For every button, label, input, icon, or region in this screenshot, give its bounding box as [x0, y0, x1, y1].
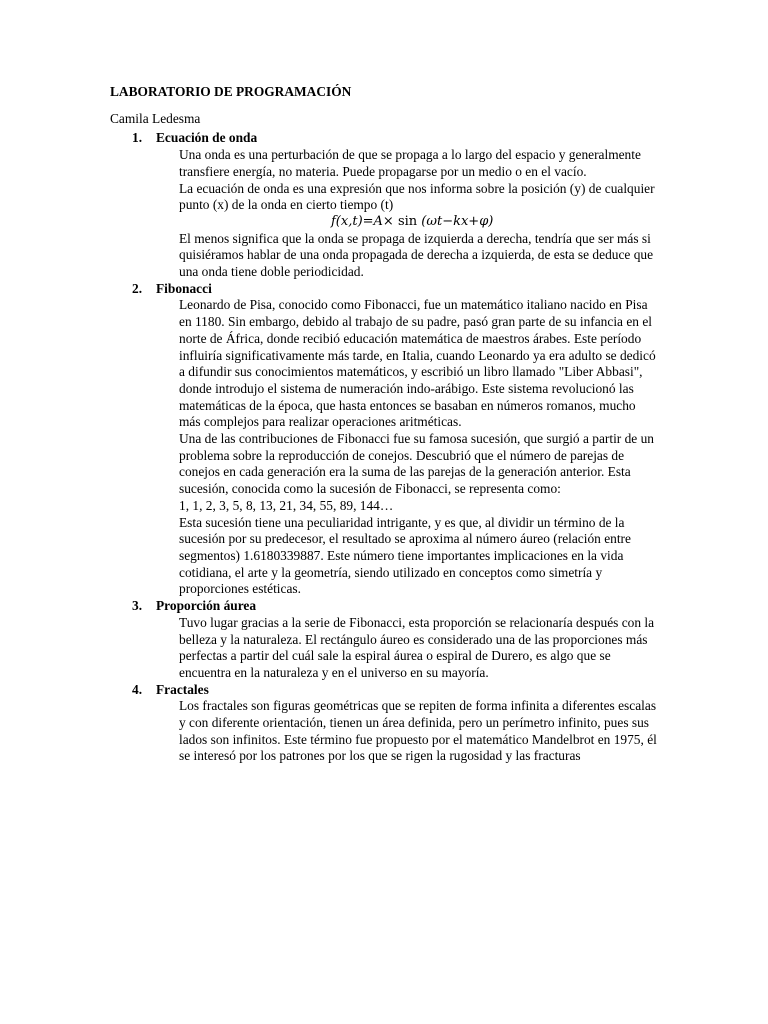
- paragraph: Una de las contribuciones de Fibonacci fue su famosa sucesión, que surgió a partir de un problema sobre la reproducción de conejos. Descubrió que el número de parejas de conejos en cada generación era la suma de las parejas de la generación anterior. Esta sucesión, conocida como la sucesión de Fibonacci, se representa como:: [179, 431, 654, 497]
- paragraph: Esta sucesión tiene una peculiaridad intrigante, y es que, al dividir un término de la sucesión por su predecesor, el resultado se aproxima al número áureo (relación entre segmentos) 1.6180339887. Este número tiene importantes implicaciones en la vida cotidiana, el arte y la geometría, siendo utilizado en conceptos como simetría y proporciones estéticas.: [179, 514, 631, 597]
- section-number: 4.: [132, 681, 143, 697]
- section-ecuacion-de-onda: [110, 130, 660, 280]
- section-heading: Fractales: [156, 681, 209, 697]
- section-number: 3.: [132, 598, 143, 614]
- section-heading: Proporción áurea: [156, 598, 257, 614]
- document-body: [110, 84, 660, 765]
- formula-lhs: f(x,t)=A×: [331, 213, 394, 229]
- section-number: 2.: [132, 280, 143, 296]
- fibonacci-sequence: 1, 1, 2, 3, 5, 8, 13, 21, 34, 55, 89, 144…: [179, 497, 394, 513]
- paragraph: Una onda es una perturbación de que se propaga a lo largo del espacio y generalmente transfiere energía, no materia. Puede propagarse por un medio o en el vacío.: [179, 147, 641, 179]
- section-fibonacci: [110, 281, 660, 598]
- document-title: LABORATORIO DE PROGRAMACIÓN: [110, 84, 352, 99]
- paragraph: Tuvo lugar gracias a la serie de Fibonacci, esta proporción se relacionaría después con la belleza y la naturaleza. El rectángulo áureo es considerado una de las proporciones más perfectas a partir del cuál sale la espiral áurea o espiral de Durero, es algo que se encuentra en la naturaleza y en el universo en su mayoría.: [179, 614, 655, 680]
- section-proporcion-aurea: [110, 598, 660, 682]
- section-number: 1.: [132, 130, 143, 146]
- wave-equation-formula: [110, 214, 660, 231]
- section-heading: Fibonacci: [156, 280, 212, 296]
- formula-sin: sin: [393, 213, 422, 229]
- section-fractales: [110, 682, 660, 766]
- paragraph: El menos significa que la onda se propaga de izquierda a derecha, tendría que ser más si quisiéramos hablar de una onda propagada de derecha a izquierda, de esta se deduce que una onda tiene doble periodicidad.: [179, 230, 654, 280]
- section-heading: Ecuación de onda: [156, 130, 258, 146]
- paragraph: La ecuación de onda es una expresión que nos informa sobre la posición (y) de cualquier punto (x) de la onda en cierto tiempo (t): [179, 180, 655, 213]
- paragraph: Leonardo de Pisa, conocido como Fibonacci, fue un matemático italiano nacido en Pisa en 1180. Sin embargo, debido al trabajo de su padre, pasó gran parte de su infancia en el norte de África, donde recibió educación matemática de maestros árabes. Este período influiría significativamente más tarde, en Italia, cuando Leonardo ya era adulto se dedicó a difundir sus conocimientos matemáticos, y escribió un libro llamado "Liber Abbasi", donde introdujo el sistema de numeración indo-arábigo. Este sistema revolucionó las matemáticas de la época, que hasta entonces se basaban en números romanos, mucho más complejos para realizar operaciones aritméticas.: [179, 297, 656, 430]
- paragraph: Los fractales son figuras geométricas que se repiten de forma infinita a diferentes escalas y con diferente orientación, tienen un área definida, pero un perímetro infinito, pues sus lados son infinitos. Este término fue propuesto por el matemático Mandelbrot en 1975, él se interesó por los patrones por los que se rigen la rugosidad y las fracturas: [179, 698, 657, 764]
- formula-rhs: (ωt−kx+φ): [421, 213, 494, 229]
- author-name: Camila Ledesma: [110, 110, 201, 126]
